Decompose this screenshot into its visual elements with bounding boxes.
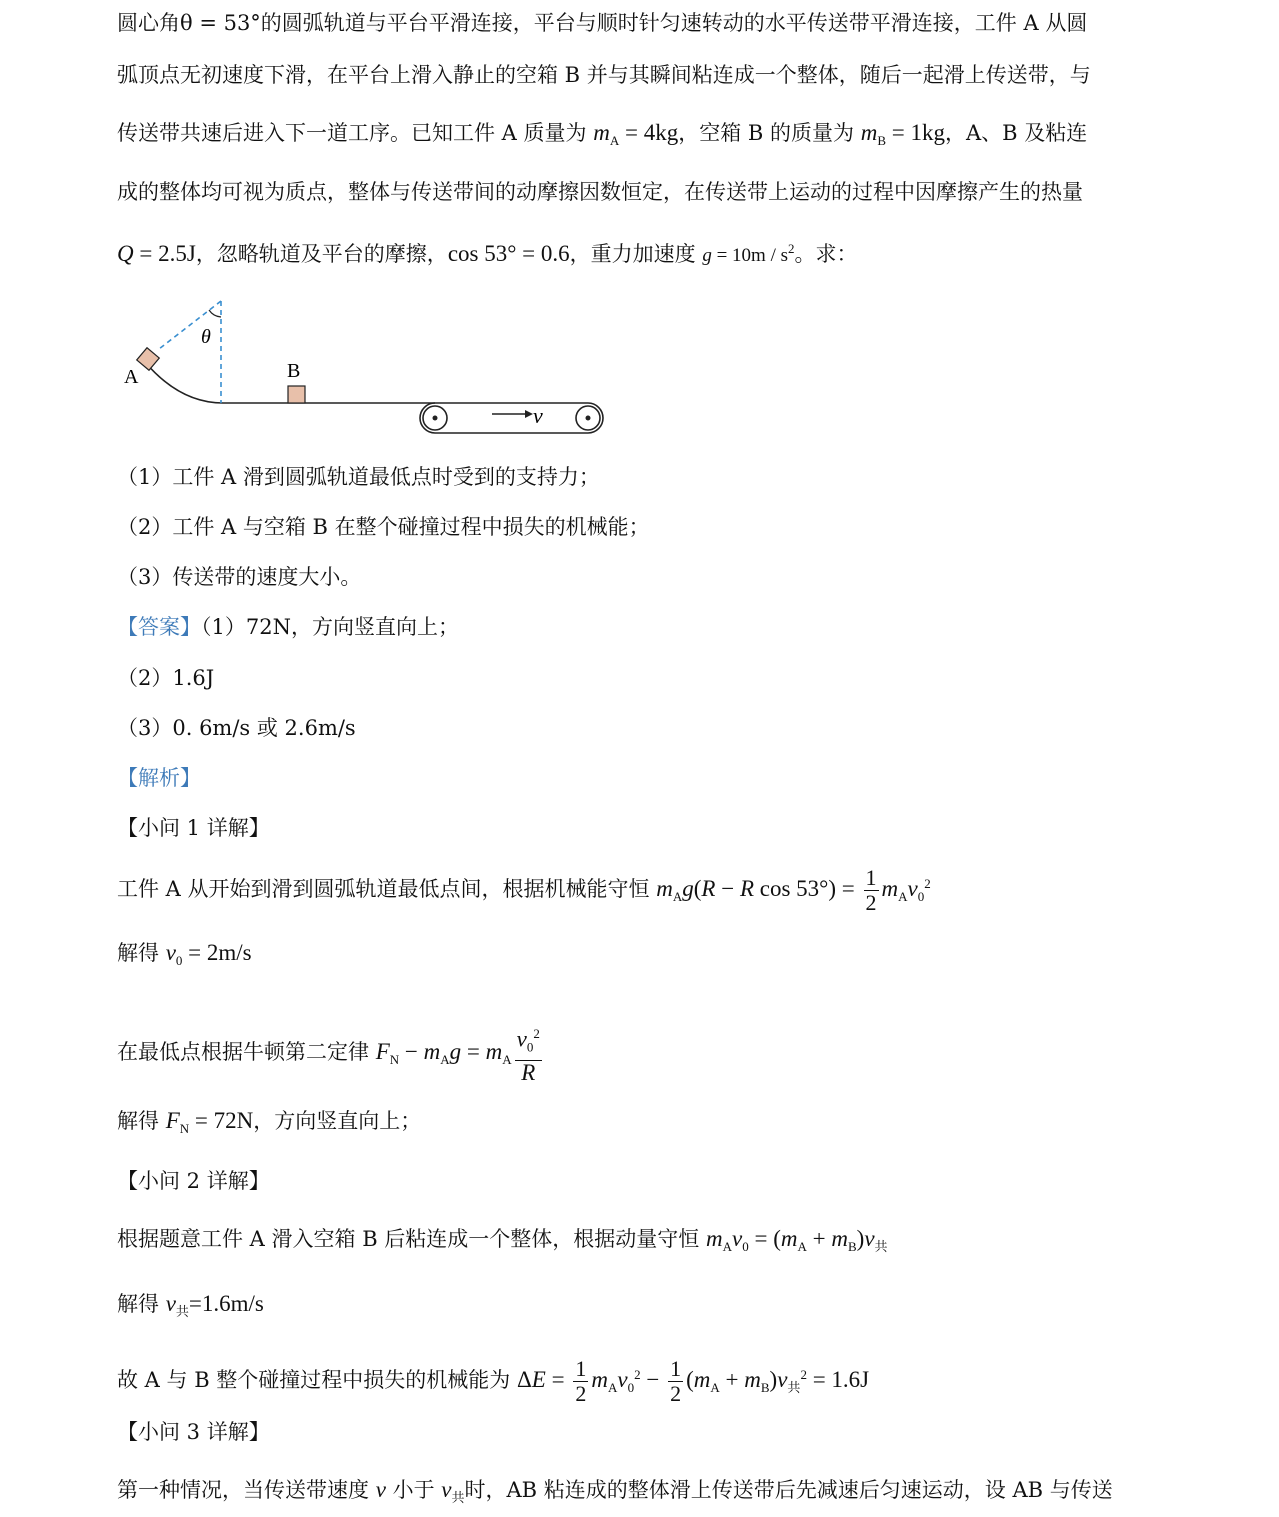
- answer-line-3: （3）0. 6m/s 或 2.6m/s: [117, 716, 356, 740]
- g-value: 10m / s: [732, 245, 788, 266]
- s2-solve-v: 解得 $v_共=1.6m/s$: [117, 1291, 264, 1320]
- problem-line-3: 传送带共速后进入下一道工序。已知工件 A 质量为 $m_A = 4kg$，空箱 B 的质量为 $m_B = 1kg$，A、B 及粘连: [117, 120, 1088, 149]
- label-a: A: [124, 366, 139, 388]
- s1-solve-fn: 解得 $F_N = 72N$，方向竖直向上；: [117, 1108, 422, 1137]
- sub-question-2-title: 【小问 2 详解】: [117, 1169, 270, 1193]
- s3-text-line: 第一种情况，当传送带速度 v 小于 $v_共$时，AB 粘连成的整体滑上传送带后先减速后匀速运动，设 AB 与传送: [117, 1477, 1113, 1506]
- question-3: （3）传送带的速度大小。: [117, 565, 362, 589]
- answer-line-1: 【答案】（1）72N，方向竖直向上；: [117, 615, 459, 639]
- slanted-radius: [159, 301, 221, 349]
- workpiece-a: [137, 348, 160, 371]
- angle-arc: [209, 310, 221, 317]
- velocity-label: v: [533, 403, 543, 428]
- problem-line-5: Q = 2.5J，忽略轨道及平台的摩擦，cos 53° = 0.6，重力加速度 $g = 10m / s^2$。求：: [117, 241, 858, 266]
- left-roller-axle: [433, 416, 438, 421]
- problem-line-1: 圆心角θ = 53°的圆弧轨道与平台平滑连接，平台与顺时针匀速转动的水平传送带平滑连接，工件 A 从圆: [117, 11, 1088, 35]
- answer-line-2: （2）1.6J: [117, 666, 215, 690]
- s1-newton-equation: 在最低点根据牛顿第二定律 $F_N - m_Ag = m_A$ $\frac{v_0^2}{R}$: [117, 1022, 545, 1085]
- sub-question-1-title: 【小问 1 详解】: [117, 816, 270, 840]
- velocity-arrowhead: [525, 410, 533, 418]
- s1-solve-v0: 解得 $v_0 = 2m/s$: [117, 940, 252, 969]
- problem-line-2: 弧顶点无初速度下滑，在平台上滑入静止的空箱 B 并与其瞬间粘连成一个整体，随后一起滑上传送带，与: [117, 63, 1091, 87]
- theta-label: θ: [201, 326, 211, 348]
- fn-value: 72N: [213, 1108, 254, 1133]
- q-value: 2.5J: [158, 241, 196, 266]
- right-roller-axle: [586, 416, 591, 421]
- analysis-tag: 【解析】: [117, 766, 201, 790]
- question-1: （1）工件 A 滑到圆弧轨道最低点时受到的支持力；: [117, 465, 600, 489]
- problem-line-4: 成的整体均可视为质点，整体与传送带间的动摩擦因数恒定，在传送带上运动的过程中因摩擦产生的热量: [117, 180, 1083, 204]
- s2-momentum-equation: 根据题意工件 A 滑入空箱 B 后粘连成一个整体，根据动量守恒 $m_Av_0 = (m_A + m_B)v_共$: [117, 1226, 888, 1255]
- s1-energy-equation: 工件 A 从开始到滑到圆弧轨道最低点间，根据机械能守恒 $m_Ag(R - R$ cos 53°) = $\frac{1}{2}$ $m_Av_0^2$: [117, 865, 931, 915]
- answer-tag: 【答案】: [117, 615, 201, 639]
- box-b: [288, 386, 305, 403]
- mass-b-value: 1kg: [910, 120, 945, 145]
- question-2: （2）工件 A 与空箱 B 在整个碰撞过程中损失的机械能；: [117, 515, 650, 539]
- physics-diagram: [115, 293, 615, 443]
- s2-energy-loss: 故 A 与 B 整个碰撞过程中损失的机械能为 ΔE = $\frac{1}{2}$ $m_Av_0^2$ − $\frac{1}{2}$ $(m_A + m_B)v_共^2 = 1.6J$: [117, 1356, 870, 1406]
- mass-a-value: 4kg: [643, 120, 679, 145]
- vgong-value: =1.6m/s: [188, 1291, 264, 1316]
- cos-value: cos 53° = 0.6: [447, 241, 570, 266]
- sub-question-3-title: 【小问 3 详解】: [117, 1420, 270, 1444]
- label-b: B: [287, 360, 301, 382]
- v0-value: 2m/s: [206, 940, 252, 965]
- energy-loss-value: 1.6J: [831, 1367, 870, 1392]
- arc-track: [145, 362, 223, 403]
